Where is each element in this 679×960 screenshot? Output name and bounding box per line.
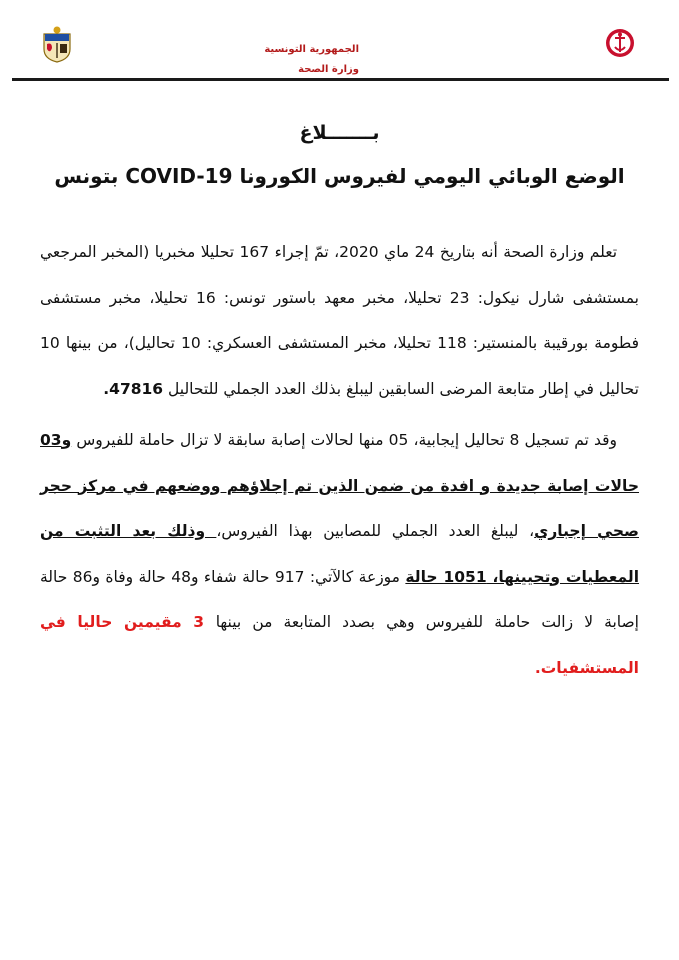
document-subtitle: الوضع الوبائي اليومي لفيروس الكورونا COVID-19 بتونس <box>54 164 625 188</box>
tunisia-coat-of-arms-icon <box>38 25 76 63</box>
cases-text-1: وقد تم تسجيل 8 تحاليل إيجابية، 05 منها لحالات إصابة سابقة لا تزال حاملة للفيروس <box>76 431 617 449</box>
cases-text-3: موزعة كالآتي: 917 حالة شفاء و48 حالة وفاة و86 حالة إصابة لا زالت حاملة للفيروس وهي بصدد المتابعة من بينها <box>40 567 639 631</box>
paragraph-cases <box>40 418 639 691</box>
cases-text-2: ، ليبلغ العدد الجملي للمصابين بهذا الفيروس، <box>216 522 535 540</box>
total-cases-highlight: وذلك بعد التثبت من المعطيات وتحيينها، 1051 حالة <box>40 522 640 586</box>
new-cases-highlight: و03 حالات إصابة جديدة و افدة من ضمن الذين تم إجلاؤهم ووضعهم في مركز حجر صحي إجباري <box>40 431 639 540</box>
communique-body <box>40 230 639 697</box>
total-tests-value: 47816. <box>103 379 164 398</box>
paragraph-tests <box>40 230 639 412</box>
header-divider <box>12 78 669 81</box>
ministry-name: وزارة الصحة <box>298 64 359 75</box>
ministry-header <box>264 40 359 80</box>
republic-name: الجمهورية التونسية <box>264 44 359 55</box>
hospitalized-highlight: 3 مقيمين حاليا في المستشفيات. <box>40 613 639 677</box>
ministry-of-health-logo-icon <box>605 28 635 58</box>
tests-text: تعلم وزارة الصحة أنه بتاريخ 24 ماي 2020، تمّ إجراء 167 تحليلا مخبريا (المخبر المرجعي بمستشفى شارل نيكول: 23 تحليلا، مخبر معهد باستور تونس: 16 تحليلا، مخبر مستشفى فطومة بورقيبة بالمنستير: 118 تحليلا، مخبر المستشفى العسكري: 10 تحاليل)، من بينها 10 تحاليل في إطار متابعة المرضى السابقين ليبلغ بذلك العدد الجملي للتحاليل <box>40 243 640 398</box>
document-title: بـــــــلاغ <box>299 122 380 144</box>
